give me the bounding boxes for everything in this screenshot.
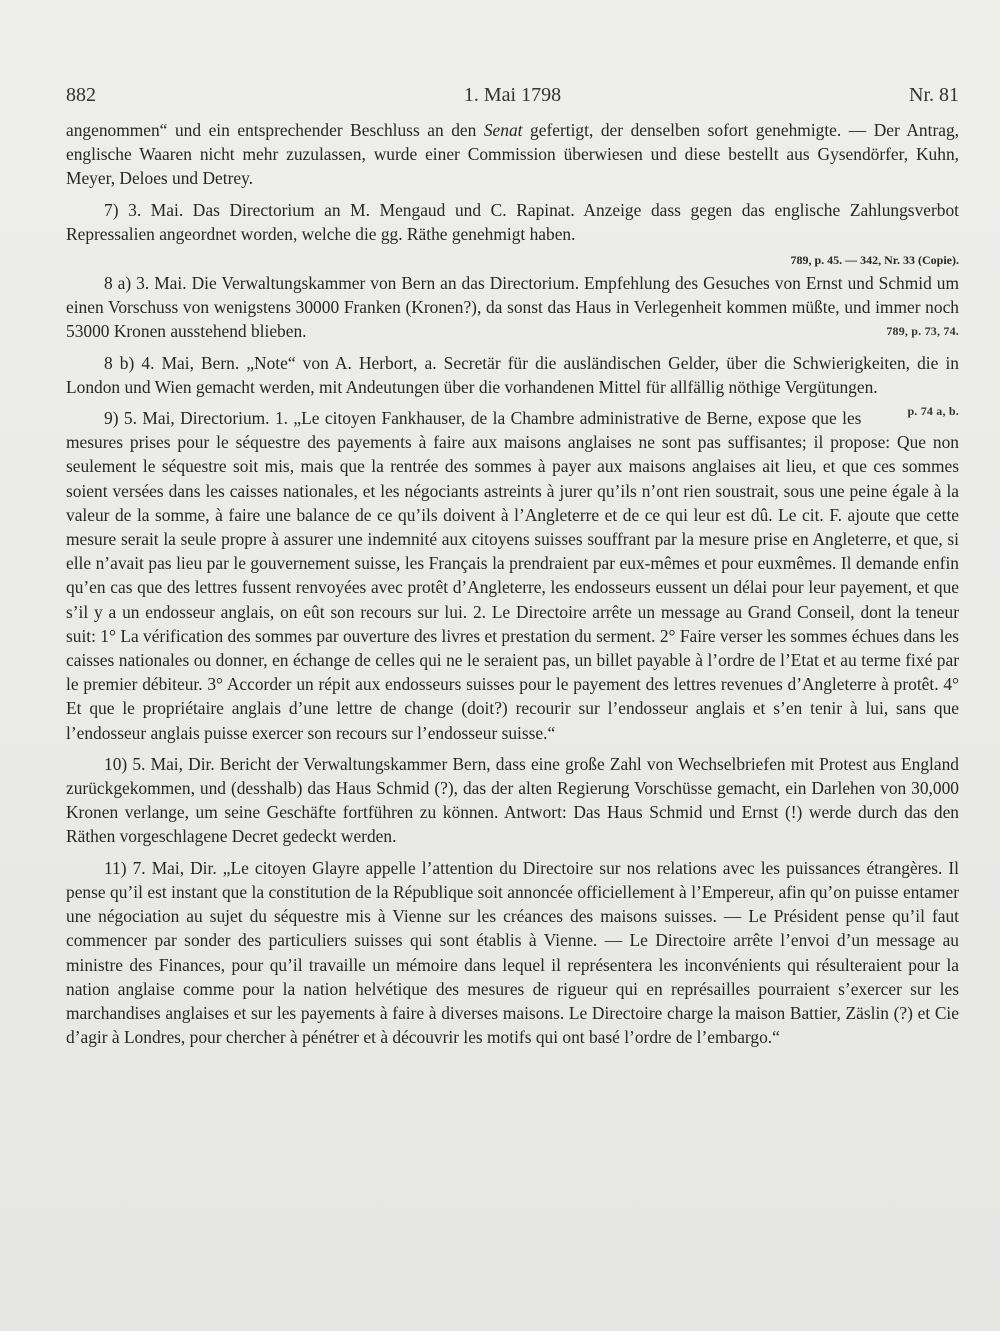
entry-number: Nr. 81 — [909, 84, 959, 106]
paragraph-text: 10) 5. Mai, Dir. Bericht der Verwaltungskammer Bern, dass eine große Zahl von Wechselbriefen mit Protest aus England zurückgekommen, und (desshalb) das Haus Schmid (?), das der alten Regierung Vorschüsse gemacht, ein Darlehen von 30,000 Kronen verlange, um seine Geschäfte fortführen zu können. Antwort: Das Haus Schmid und Ernst (!) werde durch das den Räthen vorgeschlagene Decret gedeckt werden. — [66, 753, 959, 847]
source-reference: 789, p. 45. — 342, Nr. 33 (Copie). — [790, 253, 959, 268]
paragraph-11 — [66, 856, 959, 1050]
paragraph-text: 7) 3. Mai. Das Directorium an M. Mengaud und C. Rapinat. Anzeige dass gegen das englische Zahlungsverbot Repressalien angeordnet worden, welche die gg. Räthe genehmigt haben. — [66, 199, 959, 244]
document-body — [66, 118, 959, 1056]
paragraph-text: 8 b) 4. Mai, Bern. „Note“ von A. Herbort, a. Secretär für die ausländischen Gelder, über die Schwierigkeiten, die in London und Wien gemacht werden, mit Andeutungen über die vorhandenen Mittel für allfällig nöthige Vergütungen. — [66, 352, 959, 397]
source-reference: p. 74 a, b. — [907, 404, 959, 419]
paragraph-10 — [66, 752, 959, 849]
paragraph-text: 11) 7. Mai, Dir. „Le citoyen Glayre appelle l’attention du Directoire sur nos relations avec les puissances étrangères. Il pense qu’il est instant que la constitution de la République soit annoncée officiellement à l’Empereur, afin qu’on puisse entamer une négociation au sujet du séquestre mis à Vienne sur les créances des maisons suisses. — Le Président pense qu’il faut commencer par sonder des particuliers suisses qui sont établis à Vienne. — Le Directoire arrête l’envoi d’un message au ministre des Finances, pour qu’il travaille un mémoire dans lequel il représentera les inconvénients qui résulteraient pour la nation anglaise comme pour la nation helvétique des mesures de rigueur qui en représailles pourraient s’exercer sur les marchandises anglaises et sur les payements à faire à diverses maisons. Le Directoire charge la maison Battier, Zäslin (?) et Cie d’agir à Londres, pour chercher à pénétrer et à découvrir les motifs qui ont basé l’ordre de l’embargo.“ — [66, 857, 959, 1048]
paragraph-text: 8 a) 3. Mai. Die Verwaltungskammer von Bern an das Directorium. Empfehlung des Gesuches von Ernst und Schmid um einen Vorschuss von wenigstens 30000 Franken (Kronen?), da sonst das Haus in Verlegenheit kommen müßte, und immer noch 53000 Kronen ausstehend blieben. — [66, 273, 959, 342]
paragraph-continuation — [66, 118, 959, 191]
page-number: 882 — [66, 84, 96, 106]
paragraph-7 — [66, 198, 959, 246]
paragraph-text: gefertigt, der denselben sofort genehmigte. — Der Antrag, englische Waaren nicht mehr zuzulassen, wurde einer Commission überwiesen und diese bestellt aus Gysendörfer, Kuhn, Meyer, Deloes und Detrey. — [66, 120, 959, 189]
paragraph-8a — [66, 271, 959, 344]
page-header — [66, 84, 959, 112]
paragraph-text: angenommen“ und ein entsprechender Beschluss an den — [66, 120, 484, 140]
header-date: 1. Mai 1798 — [463, 84, 562, 106]
paragraph-text: 9) 5. Mai, Directorium. 1. „Le citoyen Fankhauser, de la Chambre administrative de Berne, expose que les mesures prises pour le séquestre des payements à faire aux maisons anglaises ne sont pas suffisantes; il propose: Que non seulement le séquestre soit mis, mais que la rentrée des sommes à payer aux maisons anglaises ait lieu, et que ces sommes soient versées dans les caisses nationales, et les négociants astreints à jurer qu’ils n’ont rien soustrait, sous une peine égale à la valeur de la somme, à faire une balance de ce qu’ils doivent à l’Angleterre et de ce qui leur est dû. Le cit. F. ajoute que cette mesure serait la seule propre à assurer une indemnité aux citoyens suisses souffrant par la mesure prise en Angleterre, et que, si elle n’avait pas lieu par le gouvernement suisse, les Français la prendraient par eux-mêmes et pour euxmêmes. Il demande enfin qu’en cas que des lettres fussent renvoyées avec protêt d’Angleterre, les endosseurs eussent un délai pour leur payement, et que s’il y a un endosseur anglais, on eût son recours sur lui. 2. Le Directoire arrête un message au Grand Conseil, dont la teneur suit: 1° La vérification des sommes par ouverture des livres et prestation du serment. 2° Faire verser les sommes échues dans les caisses nationales ou donner, en échange de celles qui ne le seraient pas, un billet payable à l’ordre de l’Etat et au terme fixé par le premier débiteur. 3° Accorder un répit aux endosseurs suisses pour le payement des lettres revenues d’Angleterre à protêt. 4° Et que le propriétaire anglais d’une lettre de change (doit?) recourir sur l’endosseur anglais et s’en tenir à lui, sans que l’endosseur anglais puisse exercer son recours sur l’endosseur suisse.“ — [66, 408, 959, 743]
paragraph-9 — [66, 406, 959, 745]
source-reference: 789, p. 73, 74. — [886, 324, 959, 339]
emphasized-term: Senat — [483, 120, 523, 140]
paragraph-8b — [66, 351, 959, 419]
